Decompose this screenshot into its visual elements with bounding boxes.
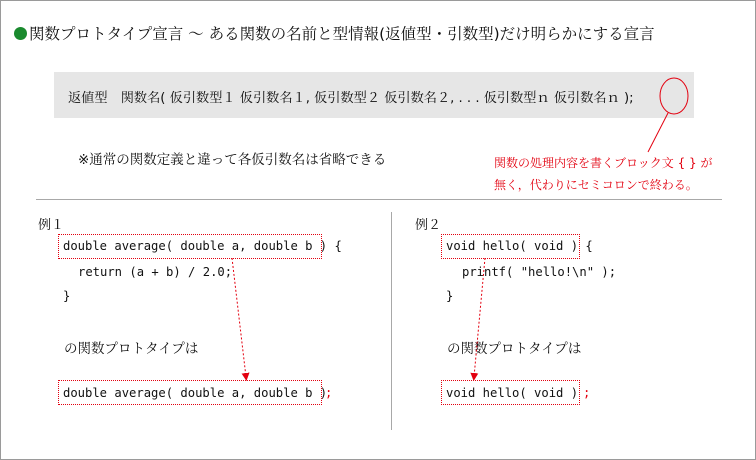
- example-2-label: 例２: [415, 218, 442, 233]
- example-1-label: 例１: [38, 218, 65, 233]
- semicolon-highlight-ellipse: [660, 78, 688, 114]
- example-2-code-body: printf( "hello!\n" );: [462, 265, 617, 279]
- example-2-code-header: void hello( void ) {: [446, 239, 593, 253]
- example-2-code-close: }: [446, 289, 454, 303]
- example-1-prototype: double average( double a, double b ): [63, 386, 328, 400]
- example-1-caption: の関数プロトタイプは: [64, 341, 199, 357]
- example-2-semicolon: ;: [583, 386, 591, 400]
- example-1-code-body: return (a + b) / 2.0;: [78, 265, 233, 279]
- callout-line-2: 無く，代わりにセミコロンで終わる。: [494, 178, 698, 192]
- example-2-prototype: void hello( void ): [446, 386, 579, 400]
- title-text: 関数プロトタイプ宣言 〜 ある関数の名前と型情報(返値型・引数型)だけ明らかにする宣言: [29, 25, 655, 43]
- prototype-format-text: 返値型 関数名( 仮引数型１ 仮引数名１, 仮引数型２ 仮引数名２, . . . 仮引数型ｎ 仮引数名ｎ );: [68, 91, 634, 106]
- example-1-code-close: }: [63, 289, 71, 303]
- example-1-arrow: [232, 258, 246, 377]
- example-2-caption: の関数プロトタイプは: [447, 341, 582, 357]
- omission-note: ※通常の関数定義と違って各仮引数名は省略できる: [78, 152, 387, 168]
- example-2-arrow: [474, 258, 485, 377]
- callout-leader-line: [648, 113, 668, 152]
- example-1-code-header: double average( double a, double b ) {: [63, 239, 342, 253]
- example-1-semicolon: ;: [325, 386, 333, 400]
- callout-line-1: 関数の処理内容を書くブロック文 { } が: [494, 156, 713, 170]
